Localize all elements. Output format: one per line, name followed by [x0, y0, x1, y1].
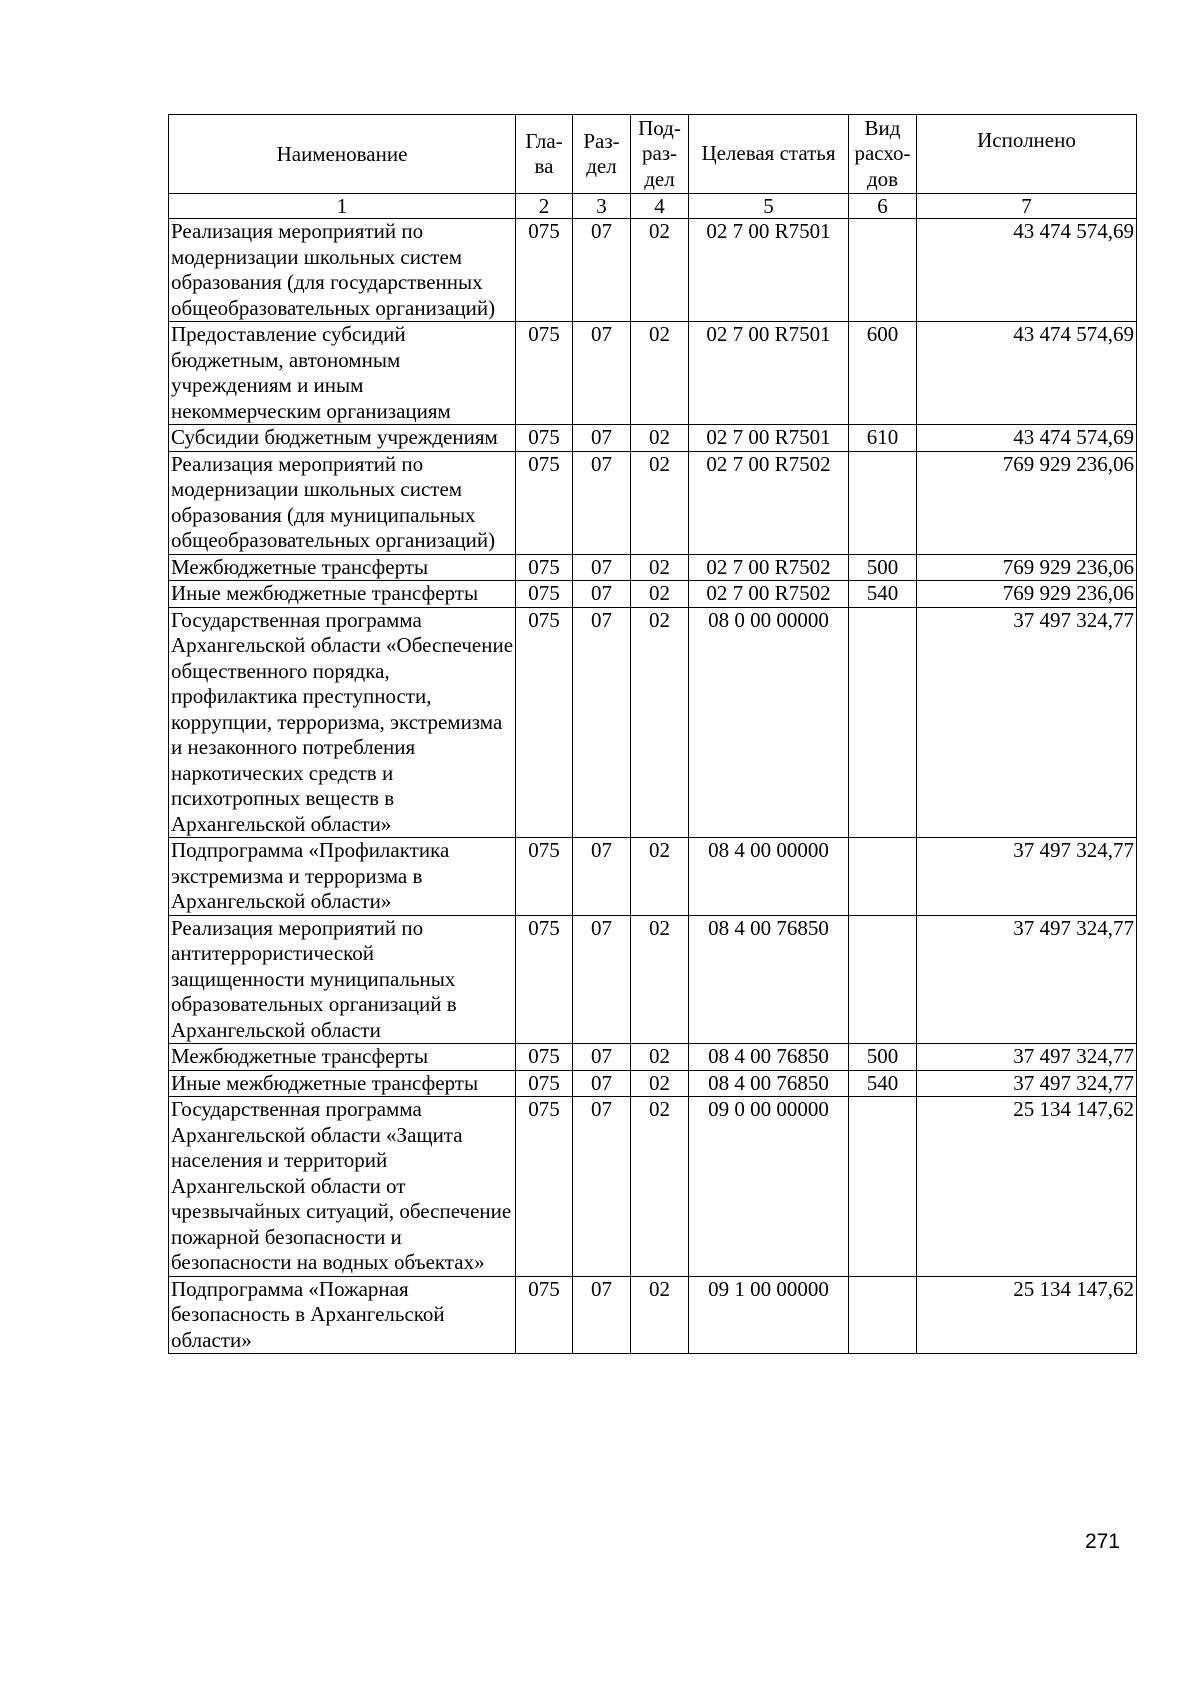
column-number: 5 — [689, 194, 849, 219]
cell-target: 02 7 00 R7501 — [689, 219, 849, 322]
column-number: 3 — [573, 194, 631, 219]
cell-glava: 075 — [516, 1070, 573, 1097]
cell-amount: 43 474 574,69 — [917, 322, 1137, 425]
cell-razdel: 07 — [573, 1070, 631, 1097]
table-row — [169, 425, 1137, 452]
table-row — [169, 451, 1137, 554]
header-razdel: Раз-дел — [573, 115, 631, 194]
table-row — [169, 1097, 1137, 1277]
table-row — [169, 219, 1137, 322]
cell-name: Межбюджетные трансферты — [169, 554, 516, 581]
cell-amount: 37 497 324,77 — [917, 1044, 1137, 1071]
cell-razdel: 07 — [573, 219, 631, 322]
cell-name: Реализация мероприятий по модернизации школьных систем образования (для муниципальных общеобразовательных организаций) — [169, 451, 516, 554]
cell-razdel: 07 — [573, 322, 631, 425]
cell-vid: 500 — [849, 554, 917, 581]
cell-vid — [849, 1097, 917, 1277]
cell-glava: 075 — [516, 607, 573, 838]
cell-glava: 075 — [516, 581, 573, 608]
cell-target: 02 7 00 R7501 — [689, 425, 849, 452]
cell-vid — [849, 607, 917, 838]
cell-glava: 075 — [516, 322, 573, 425]
cell-razdel: 07 — [573, 554, 631, 581]
header-name: Наименование — [169, 115, 516, 194]
cell-name: Государственная программа Архангельской области «Защита населения и территорий Архангельской области от чрезвычайных ситуаций, обеспечение пожарной безопасности и безопасности на водных объектах» — [169, 1097, 516, 1277]
header-glava: Гла-ва — [516, 115, 573, 194]
column-number: 1 — [169, 194, 516, 219]
cell-vid: 500 — [849, 1044, 917, 1071]
cell-podrazdel: 02 — [631, 451, 689, 554]
cell-podrazdel: 02 — [631, 1044, 689, 1071]
cell-target: 02 7 00 R7502 — [689, 581, 849, 608]
cell-razdel: 07 — [573, 838, 631, 916]
cell-name: Подпрограмма «Профилактика экстремизма и терроризма в Архангельской области» — [169, 838, 516, 916]
cell-vid: 540 — [849, 581, 917, 608]
cell-vid — [849, 838, 917, 916]
cell-name: Реализация мероприятий по модернизации школьных систем образования (для государственных общеобразовательных организаций) — [169, 219, 516, 322]
cell-glava: 075 — [516, 425, 573, 452]
cell-glava: 075 — [516, 1097, 573, 1277]
table-row — [169, 554, 1137, 581]
cell-name: Иные межбюджетные трансферты — [169, 1070, 516, 1097]
table-row — [169, 1070, 1137, 1097]
cell-razdel: 07 — [573, 607, 631, 838]
cell-podrazdel: 02 — [631, 554, 689, 581]
cell-vid: 540 — [849, 1070, 917, 1097]
cell-name: Иные межбюджетные трансферты — [169, 581, 516, 608]
cell-vid — [849, 915, 917, 1044]
cell-vid — [849, 451, 917, 554]
cell-razdel: 07 — [573, 425, 631, 452]
column-number-row — [169, 194, 1137, 219]
cell-target: 09 1 00 00000 — [689, 1276, 849, 1354]
cell-razdel: 07 — [573, 451, 631, 554]
cell-glava: 075 — [516, 1044, 573, 1071]
header-ispolneno: Исполнено — [917, 115, 1137, 194]
cell-target: 08 4 00 76850 — [689, 1070, 849, 1097]
column-number: 7 — [917, 194, 1137, 219]
table-header-row — [169, 115, 1137, 194]
cell-vid: 600 — [849, 322, 917, 425]
cell-razdel: 07 — [573, 915, 631, 1044]
cell-amount: 25 134 147,62 — [917, 1097, 1137, 1277]
cell-podrazdel: 02 — [631, 425, 689, 452]
cell-amount: 37 497 324,77 — [917, 1070, 1137, 1097]
cell-amount: 43 474 574,69 — [917, 219, 1137, 322]
cell-name: Межбюджетные трансферты — [169, 1044, 516, 1071]
page-number: 271 — [1084, 1530, 1120, 1553]
cell-podrazdel: 02 — [631, 322, 689, 425]
cell-podrazdel: 02 — [631, 1276, 689, 1354]
table-body — [169, 219, 1137, 1354]
cell-amount: 769 929 236,06 — [917, 554, 1137, 581]
cell-target: 08 4 00 00000 — [689, 838, 849, 916]
cell-amount: 37 497 324,77 — [917, 607, 1137, 838]
cell-target: 02 7 00 R7502 — [689, 451, 849, 554]
cell-amount: 769 929 236,06 — [917, 581, 1137, 608]
cell-name: Подпрограмма «Пожарная безопасность в Архангельской области» — [169, 1276, 516, 1354]
table-row — [169, 322, 1137, 425]
cell-glava: 075 — [516, 219, 573, 322]
cell-target: 08 4 00 76850 — [689, 1044, 849, 1071]
cell-glava: 075 — [516, 1276, 573, 1354]
budget-table — [168, 114, 1137, 1354]
cell-amount: 37 497 324,77 — [917, 838, 1137, 916]
table-row — [169, 581, 1137, 608]
cell-podrazdel: 02 — [631, 219, 689, 322]
cell-razdel: 07 — [573, 1044, 631, 1071]
table-row — [169, 1276, 1137, 1354]
cell-target: 08 4 00 76850 — [689, 915, 849, 1044]
column-number: 2 — [516, 194, 573, 219]
cell-glava: 075 — [516, 838, 573, 916]
cell-razdel: 07 — [573, 581, 631, 608]
column-number: 4 — [631, 194, 689, 219]
cell-podrazdel: 02 — [631, 1070, 689, 1097]
cell-name: Предоставление субсидий бюджетным, автономным учреждениям и иным некоммерческим организациям — [169, 322, 516, 425]
cell-vid — [849, 219, 917, 322]
cell-name: Государственная программа Архангельской области «Обеспечение общественного порядка, профилактика преступности, коррупции, терроризма, экстремизма и незаконного потребления наркотических средств и психотропных веществ в Архангельской области» — [169, 607, 516, 838]
cell-target: 08 0 00 00000 — [689, 607, 849, 838]
header-celevaya: Целевая статья — [689, 115, 849, 194]
cell-amount: 43 474 574,69 — [917, 425, 1137, 452]
cell-glava: 075 — [516, 915, 573, 1044]
cell-target: 02 7 00 R7502 — [689, 554, 849, 581]
cell-amount: 769 929 236,06 — [917, 451, 1137, 554]
table-row — [169, 838, 1137, 916]
header-vid: Вид расхо-дов — [849, 115, 917, 194]
table-row — [169, 607, 1137, 838]
cell-amount: 25 134 147,62 — [917, 1276, 1137, 1354]
cell-glava: 075 — [516, 554, 573, 581]
cell-podrazdel: 02 — [631, 838, 689, 916]
cell-razdel: 07 — [573, 1276, 631, 1354]
cell-amount: 37 497 324,77 — [917, 915, 1137, 1044]
cell-target: 02 7 00 R7501 — [689, 322, 849, 425]
cell-vid: 610 — [849, 425, 917, 452]
cell-name: Субсидии бюджетным учреждениям — [169, 425, 516, 452]
cell-podrazdel: 02 — [631, 915, 689, 1044]
cell-podrazdel: 02 — [631, 607, 689, 838]
cell-target: 09 0 00 00000 — [689, 1097, 849, 1277]
header-podrazdel: Под-раз-дел — [631, 115, 689, 194]
cell-vid — [849, 1276, 917, 1354]
cell-podrazdel: 02 — [631, 1097, 689, 1277]
cell-podrazdel: 02 — [631, 581, 689, 608]
table-row — [169, 915, 1137, 1044]
cell-glava: 075 — [516, 451, 573, 554]
table-row — [169, 1044, 1137, 1071]
column-number: 6 — [849, 194, 917, 219]
cell-name: Реализация мероприятий по антитеррористической защищенности муниципальных образовательных организаций в Архангельской области — [169, 915, 516, 1044]
cell-razdel: 07 — [573, 1097, 631, 1277]
